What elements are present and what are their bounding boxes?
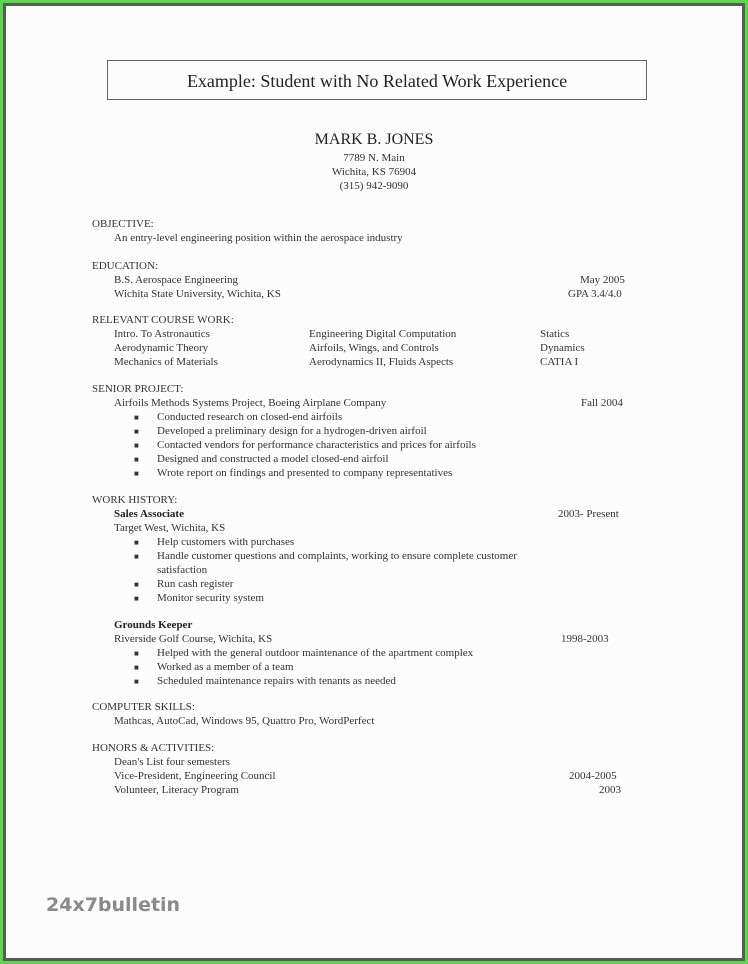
bullet-icon: ■	[134, 413, 139, 422]
address-city: Wichita, KS 76904	[331, 166, 417, 178]
education-heading: EDUCATION:	[92, 260, 158, 272]
skills-heading: COMPUTER SKILLS:	[92, 701, 195, 713]
address-street: 7789 N. Main	[343, 152, 405, 164]
project-bullet: Contacted vendors for performance characteristics and prices for airfoils	[157, 439, 476, 451]
bullet-icon: ■	[134, 427, 139, 436]
bullet-icon: ■	[134, 469, 139, 478]
project-heading: SENIOR PROJECT:	[92, 383, 184, 395]
honor-item: Dean's List four semesters	[114, 756, 230, 768]
job2-bullet: Scheduled maintenance repairs with tenants as needed	[157, 675, 396, 687]
course-item: Dynamics	[540, 342, 585, 354]
bullet-icon: ■	[134, 455, 139, 464]
bullet-icon: ■	[134, 594, 139, 603]
course-item: Engineering Digital Computation	[309, 328, 457, 340]
education-school: Wichita State University, Wichita, KS	[114, 288, 281, 300]
project-bullet: Developed a preliminary design for a hydrogen-driven airfoil	[157, 425, 427, 437]
course-item: Mechanics of Materials	[114, 356, 218, 368]
honor-date: 2004-2005	[569, 770, 617, 782]
bullet-icon: ■	[134, 552, 139, 561]
job1-bullet: Handle customer questions and complaints, working to ensure complete customer	[157, 550, 517, 562]
bullet-icon: ■	[134, 649, 139, 658]
course-item: Aerodynamic Theory	[114, 342, 209, 354]
bullet-icon: ■	[134, 663, 139, 672]
course-item: Aerodynamics II, Fluids Aspects	[309, 356, 454, 368]
job2-title: Grounds Keeper	[114, 619, 193, 631]
objective-text: An entry-level engineering position within the aerospace industry	[114, 232, 403, 244]
education-date: May 2005	[580, 274, 625, 286]
project-bullet: Wrote report on findings and presented to company representatives	[157, 467, 453, 479]
resume-page	[6, 6, 742, 958]
job1-date: 2003- Present	[558, 508, 619, 520]
bullet-icon: ■	[134, 441, 139, 450]
bullet-icon: ■	[134, 538, 139, 547]
job2-bullet: Helped with the general outdoor maintenance of the apartment complex	[157, 647, 474, 659]
honors-heading: HONORS & ACTIVITIES:	[92, 742, 215, 754]
objective-heading: OBJECTIVE:	[92, 218, 154, 230]
course-item: Statics	[540, 328, 570, 340]
education-gpa: GPA 3.4/4.0	[568, 288, 622, 300]
skills-text: Mathcas, AutoCad, Windows 95, Quattro Pro, WordPerfect	[114, 715, 375, 727]
page-title: Example: Student with No Related Work Experience	[107, 60, 647, 100]
project-bullet: Conducted research on closed-end airfoils	[157, 411, 343, 423]
job1-employer: Target West, Wichita, KS	[114, 522, 226, 534]
honor-item: Vice-President, Engineering Council	[114, 770, 276, 782]
job1-bullet: Monitor security system	[157, 592, 264, 604]
project-title: Airfoils Methods Systems Project, Boeing Airplane Company	[114, 397, 387, 409]
bullet-icon: ■	[134, 677, 139, 686]
honor-item: Volunteer, Literacy Program	[114, 784, 239, 796]
job2-bullet: Worked as a member of a team	[157, 661, 294, 673]
course-item: Airfoils, Wings, and Controls	[309, 342, 439, 354]
education-degree: B.S. Aerospace Engineering	[114, 274, 239, 286]
honor-date: 2003	[599, 784, 621, 796]
watermark: 24x7bulletin	[46, 894, 181, 916]
course-item: CATIA I	[540, 356, 579, 368]
applicant-name: MARK B. JONES	[314, 131, 434, 148]
job1-bullet-continuation: satisfaction	[157, 564, 208, 576]
course-item: Intro. To Astronautics	[114, 328, 210, 340]
project-bullet: Designed and constructed a model closed-end airfoil	[157, 453, 389, 465]
work-heading: WORK HISTORY:	[92, 494, 178, 506]
job1-bullet: Run cash register	[157, 578, 234, 590]
job1-bullet: Help customers with purchases	[157, 536, 295, 548]
project-date: Fall 2004	[581, 397, 623, 409]
bullet-icon: ■	[134, 580, 139, 589]
job2-employer: Riverside Golf Course, Wichita, KS	[114, 633, 273, 645]
job2-date: 1998-2003	[561, 633, 609, 645]
job1-title: Sales Associate	[114, 508, 184, 520]
phone: (315) 942-9090	[339, 180, 409, 192]
coursework-heading: RELEVANT COURSE WORK:	[92, 314, 234, 326]
